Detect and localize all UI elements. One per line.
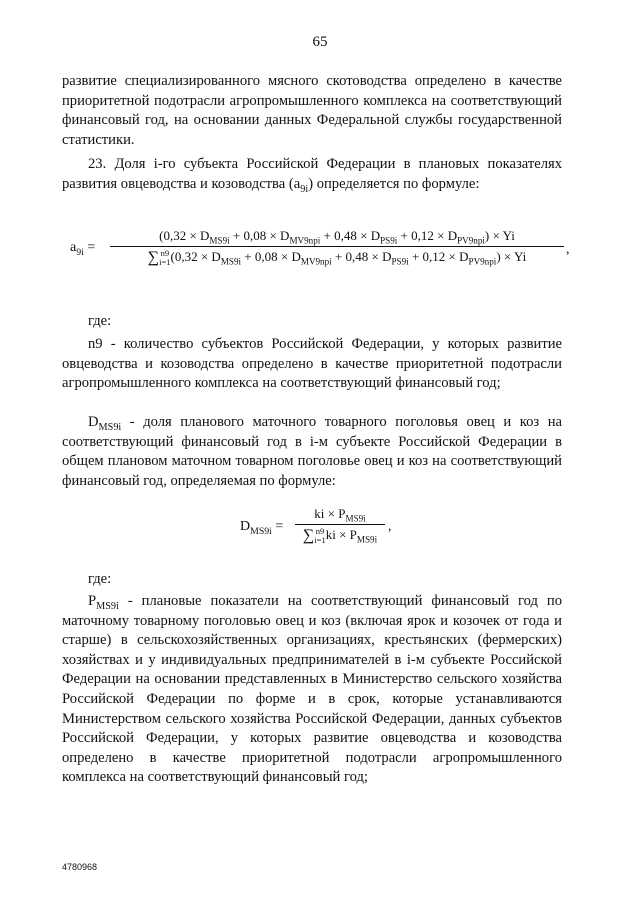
formula2-numerator: ki × $P_{MS9i}$ <box>314 506 366 524</box>
paragraph-continuation: развитие специализированного мясного скотоводства определено в качестве приоритетной подотрасли агропромышленного комплекса на соответствующий финансовый год, на основании данных Федеральной службы государственной статистики. <box>62 73 562 148</box>
formula1-lhs: $a_{9i}$ = <box>70 240 96 258</box>
formula-dms9i <box>240 506 440 552</box>
pms9i-definition: $P_{MS9i}$ - плановые показатели на соответствующий финансовый год по маточному товарному поголовью овец и коз (включая ярок и козочек от года и старше) в сельскохозяйственных организациях, крестьянских (фермерских) хозяйствах и у индивидуальных предпринимателей в i-м субъекте Российской Федерации на основании представленных в Министерство сельского хозяйства Российской Федерации по форме и в срок, которые устанавливаются Министерством сельского хозяйства Российской Федерации, данных субъектов Российской Федерации, у которых развитие овцеводства и козоводства определено в качестве приоритетной подотрасли агропромышленного комплекса на соответствующий финансовый год; <box>62 593 562 786</box>
formula-a9i <box>70 228 590 274</box>
where-label-1: где: <box>88 313 112 329</box>
formula1-fraction <box>110 228 564 267</box>
formula1-numerator: $(0,32 \times D_{MS9i} + 0,08 \times D_{MV9npi} + 0,48 \times D_{PS9i} + 0,12 \times D_{PV9npi}) \times Yi$ <box>159 228 515 246</box>
formula2-denominator: ∑n9 $i=1ki \times P_{MS9i}$ <box>302 526 378 546</box>
document-code: 4780968 <box>62 862 98 872</box>
p23-sub: 9i <box>300 183 309 195</box>
formula1-trailing-comma: , <box>566 242 570 257</box>
formula1-denominator: ∑n9 $i=1(0,32 \times D_{MS9i} + 0,08 \times D_{MV9npi} + 0,48 \times D_{PS9i} + 0,12 \times D_{PV9npi}) \times Yi$ <box>147 248 527 268</box>
p23-suffix: ) определяется по формуле: <box>308 175 480 192</box>
page-number: 65 <box>312 34 328 50</box>
formula2-fraction <box>295 506 385 545</box>
formula2-lhs: $D_{MS9i}$ = <box>240 519 284 537</box>
paragraph-23 <box>62 155 562 194</box>
p23-prefix: 23. Доля i-го субъекта Российской Федерации в плановых показателях развития овцеводства и козоводства (a <box>62 156 562 192</box>
formula2-trailing-comma: , <box>388 519 392 534</box>
dms9i-definition: $D_{MS9i}$ - доля планового маточного товарного поголовья овец и коз на соответствующий финансовый год в i-м субъекте Российской Федерации в общем плановом маточном товарном поголовье овец и коз на соответствующий финансовый год, определяемая по формуле: <box>62 414 562 489</box>
n9-definition: n9 - количество субъектов Российской Федерации, у которых развитие овцеводства и козоводства определено в качестве приоритетной подотрасли агропромышленного комплекса на соответствующий финансовый год; <box>62 336 562 392</box>
where-label-2: где: <box>88 571 112 587</box>
